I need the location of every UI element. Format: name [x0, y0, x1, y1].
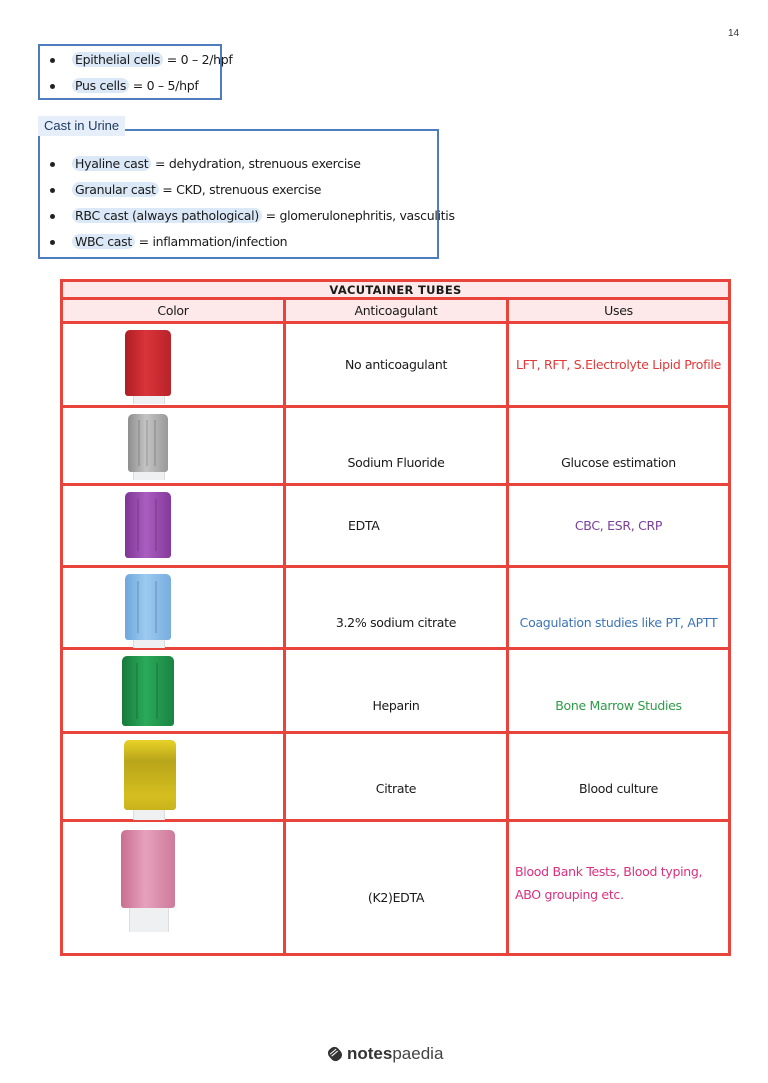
green-tube-cap-icon: [122, 656, 174, 726]
tube-cell: [62, 733, 285, 821]
anticoagulant-cell: Heparin: [285, 649, 508, 733]
tube-cell: [62, 567, 285, 649]
anticoagulant-cell: No anticoagulant: [285, 323, 508, 407]
uses-cell: Blood culture: [508, 733, 730, 821]
yellow-tube-cap-icon: [124, 740, 176, 810]
term-highlight: RBC cast (always pathological): [72, 208, 262, 223]
uses-cell: Blood Bank Tests, Blood typing, ABO grouping etc.: [508, 821, 730, 955]
pink-tube-cap-icon: [121, 830, 175, 908]
anticoagulant-cell: Sodium Fluoride: [285, 407, 508, 485]
uses-cell: CBC, ESR, CRP: [508, 485, 730, 567]
table-row: [62, 821, 730, 955]
bullet-icon: [50, 188, 55, 193]
term-highlight: WBC cast: [72, 234, 135, 249]
table-row: [62, 323, 730, 407]
term-value: = 0 – 5/hpf: [129, 78, 199, 93]
uses-cell: Coagulation studies like PT, APTT: [508, 567, 730, 649]
column-header-anticoagulant: Anticoagulant: [285, 299, 508, 323]
tube-neck-icon: [133, 396, 165, 404]
tube-neck-icon: [133, 640, 165, 648]
anticoagulant-cell: Citrate: [285, 733, 508, 821]
tube-neck-icon: [129, 908, 169, 932]
table-row: [62, 485, 730, 567]
lavender-tube-cap-icon: [125, 492, 171, 558]
term-value: = CKD, strenuous exercise: [158, 182, 322, 197]
list-item: [44, 47, 233, 73]
tube-cell: [62, 649, 285, 733]
table-row: [62, 733, 730, 821]
anticoagulant-cell: 3.2% sodium citrate: [285, 567, 508, 649]
bullet-icon: [50, 240, 55, 245]
tube-cell: [62, 407, 285, 485]
light-blue-tube-cap-icon: [125, 574, 171, 640]
list-item: [44, 73, 233, 99]
list-item: [44, 203, 455, 229]
bullet-icon: [50, 84, 55, 89]
microscopy-box: [38, 44, 233, 100]
term-value: = inflammation/infection: [134, 234, 288, 249]
casts-title: Cast in Urine: [38, 116, 125, 136]
term-value: = 0 – 2/hpf: [163, 52, 233, 67]
term-value: = dehydration, strenuous exercise: [151, 156, 361, 171]
term-highlight: Hyaline cast: [72, 156, 151, 171]
casts-list: [44, 151, 455, 255]
uses-cell: LFT, RFT, S.Electrolyte Lipid Profile: [508, 323, 730, 407]
list-item: [44, 229, 455, 255]
footer-brand: [326, 1044, 443, 1064]
table-row: [62, 649, 730, 733]
microscopy-list: [44, 47, 233, 99]
tube-neck-icon: [133, 810, 165, 820]
anticoagulant-cell: (K2)EDTA: [285, 821, 508, 955]
anticoagulant-cell: EDTA: [285, 485, 508, 567]
tube-cell: [62, 323, 285, 407]
brand-name-light: paedia: [392, 1044, 444, 1063]
table-row: [62, 567, 730, 649]
casts-box: [38, 129, 455, 259]
term-value: = glomerulonephritis, vasculitis: [261, 208, 455, 223]
red-tube-cap-icon: [125, 330, 171, 396]
tube-cell: [62, 485, 285, 567]
brand-name-bold: notes: [347, 1044, 393, 1063]
table-title: VACUTAINER TUBES: [62, 281, 730, 299]
term-highlight: Epithelial cells: [72, 52, 163, 67]
list-item: [44, 177, 455, 203]
bullet-icon: [50, 214, 55, 219]
column-header-uses: Uses: [508, 299, 730, 323]
column-header-color: Color: [62, 299, 285, 323]
tube-cell: [62, 821, 285, 955]
page-number: 14: [728, 28, 740, 39]
grey-tube-cap-icon: [128, 414, 168, 472]
uses-cell: Bone Marrow Studies: [508, 649, 730, 733]
uses-cell: Glucose estimation: [508, 407, 730, 485]
term-highlight: Pus cells: [72, 78, 129, 93]
bullet-icon: [50, 162, 55, 167]
vacutainer-table: [60, 279, 731, 956]
tube-neck-icon: [133, 472, 165, 480]
table-row: [62, 407, 730, 485]
list-item: [44, 151, 455, 177]
notespaedia-logo-icon: [326, 1045, 344, 1063]
term-highlight: Granular cast: [72, 182, 159, 197]
bullet-icon: [50, 58, 55, 63]
